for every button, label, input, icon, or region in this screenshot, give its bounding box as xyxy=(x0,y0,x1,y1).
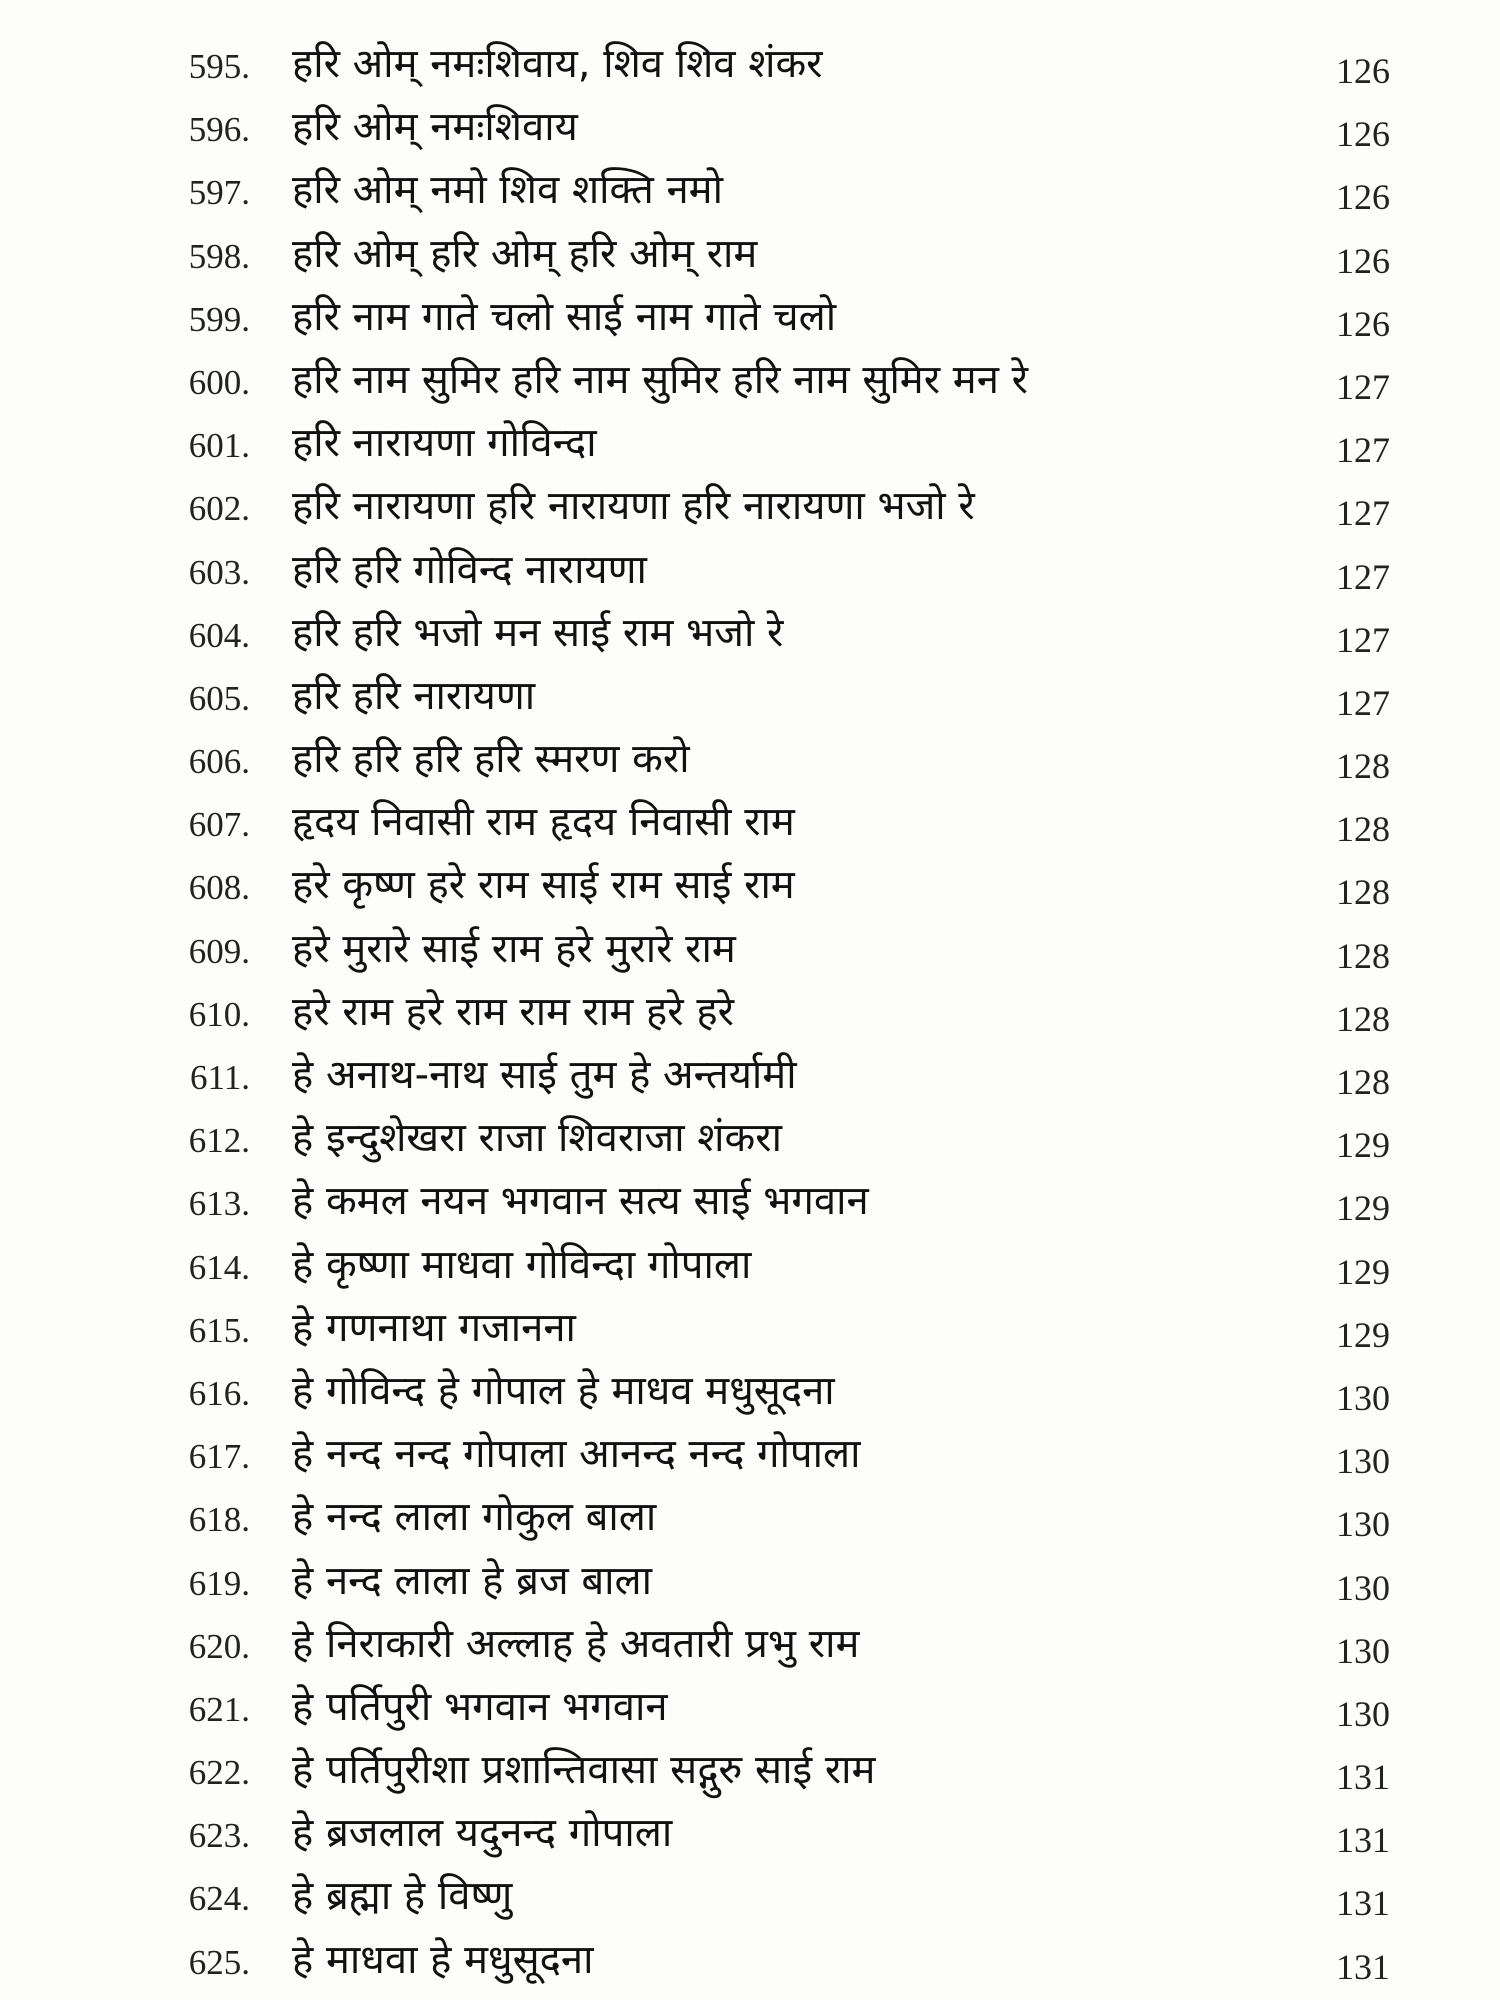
entry-number: 614. xyxy=(188,1247,250,1287)
entry-page-number: 131 xyxy=(1336,1757,1390,1798)
entry-page-number: 128 xyxy=(1336,809,1390,850)
entry-page-number: 130 xyxy=(1336,1441,1390,1482)
entry-page-number: 129 xyxy=(1336,1314,1390,1355)
index-entry xyxy=(150,921,1390,984)
entry-number: 616. xyxy=(188,1373,250,1413)
entry-title: हरि हरि नारायणा xyxy=(292,672,536,719)
entry-title: हरि नारायणा गोविन्दा xyxy=(292,420,597,467)
entry-number: 621. xyxy=(188,1689,250,1729)
entry-title: हे नन्द लाला हे ब्रज बाला xyxy=(292,1557,653,1604)
index-entry xyxy=(150,36,1390,99)
entry-page-number: 127 xyxy=(1336,366,1390,407)
entry-page-number: 130 xyxy=(1336,1630,1390,1671)
entry-page-number: 126 xyxy=(1336,51,1390,91)
index-entry xyxy=(150,289,1390,352)
index-entry xyxy=(150,794,1390,857)
entry-page-number: 128 xyxy=(1336,872,1390,913)
index-entry xyxy=(150,1616,1390,1679)
index-entry xyxy=(150,542,1390,605)
entry-number: 617. xyxy=(188,1437,250,1477)
entry-title: हरे मुरारे साई राम हरे मुरारे राम xyxy=(292,925,736,972)
index-entry xyxy=(150,1553,1390,1616)
entry-number: 604. xyxy=(188,615,250,655)
index-entry xyxy=(150,731,1390,794)
entry-page-number: 131 xyxy=(1336,1820,1390,1861)
entry-title: हे निराकारी अल्लाह हे अवतारी प्रभु राम xyxy=(292,1620,860,1667)
entry-number: 609. xyxy=(188,931,250,971)
entry-title: हे पर्तिपुरीशा प्रशान्तिवासा सद्गुरु साई राम xyxy=(292,1747,876,1794)
entry-title: हे ब्रजलाल यदुनन्द गोपाला xyxy=(292,1810,673,1857)
entry-page-number: 127 xyxy=(1336,556,1390,597)
entry-number: 623. xyxy=(188,1816,250,1856)
entry-title: हे नन्द लाला गोकुल बाला xyxy=(292,1494,657,1541)
entry-number: 625. xyxy=(188,1942,250,1982)
index-entry xyxy=(150,226,1390,289)
entry-number: 601. xyxy=(188,426,250,466)
entry-page-number: 129 xyxy=(1336,1125,1390,1166)
index-entry xyxy=(150,162,1390,225)
entry-title: हरि हरि गोविन्द नारायणा xyxy=(292,546,647,593)
index-entry xyxy=(150,1932,1390,1995)
index-entry xyxy=(150,1868,1390,1931)
index-entry xyxy=(150,984,1390,1047)
entry-number: 611. xyxy=(190,1058,250,1097)
entry-number: 624. xyxy=(188,1879,250,1919)
entry-number: 620. xyxy=(188,1626,250,1666)
entry-number: 613. xyxy=(188,1184,250,1224)
entry-number: 615. xyxy=(188,1310,250,1350)
entry-title: हरे राम हरे राम राम राम हरे हरे xyxy=(292,988,734,1035)
entry-page-number: 128 xyxy=(1336,746,1390,787)
entry-page-number: 129 xyxy=(1336,1188,1390,1229)
entry-title: हरे कृष्ण हरे राम साई राम साई राम xyxy=(292,862,795,909)
entry-page-number: 130 xyxy=(1336,1377,1390,1418)
entry-number: 610. xyxy=(188,994,250,1034)
entry-page-number: 128 xyxy=(1336,998,1390,1039)
entry-title: हृदय निवासी राम हृदय निवासी राम xyxy=(292,799,795,846)
entry-page-number: 130 xyxy=(1336,1693,1390,1734)
entry-title: हे कृष्णा माधवा गोविन्दा गोपाला xyxy=(292,1241,752,1288)
index-entry xyxy=(150,1110,1390,1173)
entry-number: 595. xyxy=(188,47,250,86)
index-entry xyxy=(150,1047,1390,1110)
index-entry xyxy=(150,668,1390,731)
entry-number: 605. xyxy=(188,678,250,718)
entry-page-number: 128 xyxy=(1336,935,1390,976)
entry-number: 622. xyxy=(188,1753,250,1793)
entry-page-number: 127 xyxy=(1336,619,1390,660)
entry-title: हरि ओम् नमःशिवाय, शिव शिव शंकर xyxy=(292,41,823,87)
entry-number: 600. xyxy=(188,362,250,402)
index-entry xyxy=(150,352,1390,415)
entry-title: हे गोविन्द हे गोपाल हे माधव मधुसूदना xyxy=(292,1367,835,1414)
entry-title: हरि नाम गाते चलो साई नाम गाते चलो xyxy=(292,293,837,340)
entry-title: हरि हरि भजो मन साई राम भजो रे xyxy=(292,609,784,656)
entry-title: हे ब्रह्मा हे विष्णु xyxy=(292,1873,513,1920)
entry-title: हरि ओम् नमो शिव शक्ति नमो xyxy=(292,167,723,214)
index-entry xyxy=(150,857,1390,920)
index-entry xyxy=(150,1742,1390,1805)
entry-page-number: 127 xyxy=(1336,682,1390,723)
entry-title: हरि नाम सुमिर हरि नाम सुमिर हरि नाम सुमिर मन रे xyxy=(292,356,1028,403)
index-entry xyxy=(150,99,1390,162)
entry-number: 599. xyxy=(188,299,250,339)
entry-page-number: 126 xyxy=(1336,303,1390,344)
entry-number: 607. xyxy=(188,805,250,845)
entry-number: 619. xyxy=(188,1563,250,1603)
entry-page-number: 129 xyxy=(1336,1251,1390,1292)
entry-title: हे पर्तिपुरी भगवान भगवान xyxy=(292,1683,668,1730)
entry-title: हे अनाथ-नाथ साई तुम हे अन्तर्यामी xyxy=(292,1052,797,1098)
index-entry xyxy=(150,1363,1390,1426)
entry-number: 596. xyxy=(188,110,250,150)
entry-number: 618. xyxy=(188,1500,250,1540)
entry-page-number: 127 xyxy=(1336,493,1390,534)
entry-page-number: 131 xyxy=(1336,1946,1390,1987)
index-list xyxy=(150,36,1390,1995)
entry-page-number: 127 xyxy=(1336,430,1390,471)
index-entry xyxy=(150,415,1390,478)
index-entry xyxy=(150,1805,1390,1868)
entry-title: हे नन्द नन्द गोपाला आनन्द नन्द गोपाला xyxy=(292,1431,861,1478)
index-entry xyxy=(150,1300,1390,1363)
entry-title: हरि नारायणा हरि नारायणा हरि नारायणा भजो रे xyxy=(292,483,975,530)
index-entry xyxy=(150,1489,1390,1552)
entry-page-number: 130 xyxy=(1336,1504,1390,1545)
index-entry xyxy=(150,1426,1390,1489)
entry-number: 597. xyxy=(188,173,250,213)
index-entry xyxy=(150,1679,1390,1742)
entry-title: हे माधवा हे मधुसूदना xyxy=(292,1936,594,1983)
index-entry xyxy=(150,478,1390,541)
entry-number: 598. xyxy=(188,236,250,276)
index-entry xyxy=(150,1173,1390,1236)
index-entry xyxy=(150,1237,1390,1300)
entry-title: हरि ओम् हरि ओम् हरि ओम् राम xyxy=(292,230,758,277)
entry-page-number: 126 xyxy=(1336,177,1390,218)
entry-number: 602. xyxy=(188,489,250,529)
entry-title: हे गणनाथा गजानना xyxy=(292,1304,576,1351)
index-entry xyxy=(150,605,1390,668)
entry-title: हे इन्दुशेखरा राजा शिवराजा शंकरा xyxy=(292,1115,782,1162)
entry-page-number: 126 xyxy=(1336,114,1390,155)
entry-page-number: 128 xyxy=(1336,1062,1390,1102)
entry-title: हरि हरि हरि हरि स्मरण करो xyxy=(292,736,690,783)
entry-title: हरि ओम् नमःशिवाय xyxy=(292,104,578,151)
entry-number: 608. xyxy=(188,868,250,908)
entry-number: 606. xyxy=(188,742,250,782)
entry-page-number: 130 xyxy=(1336,1567,1390,1608)
entry-number: 612. xyxy=(188,1121,250,1161)
entry-number: 603. xyxy=(188,552,250,592)
entry-page-number: 126 xyxy=(1336,240,1390,281)
entry-page-number: 131 xyxy=(1336,1883,1390,1924)
entry-title: हे कमल नयन भगवान सत्य साई भगवान xyxy=(292,1178,869,1225)
